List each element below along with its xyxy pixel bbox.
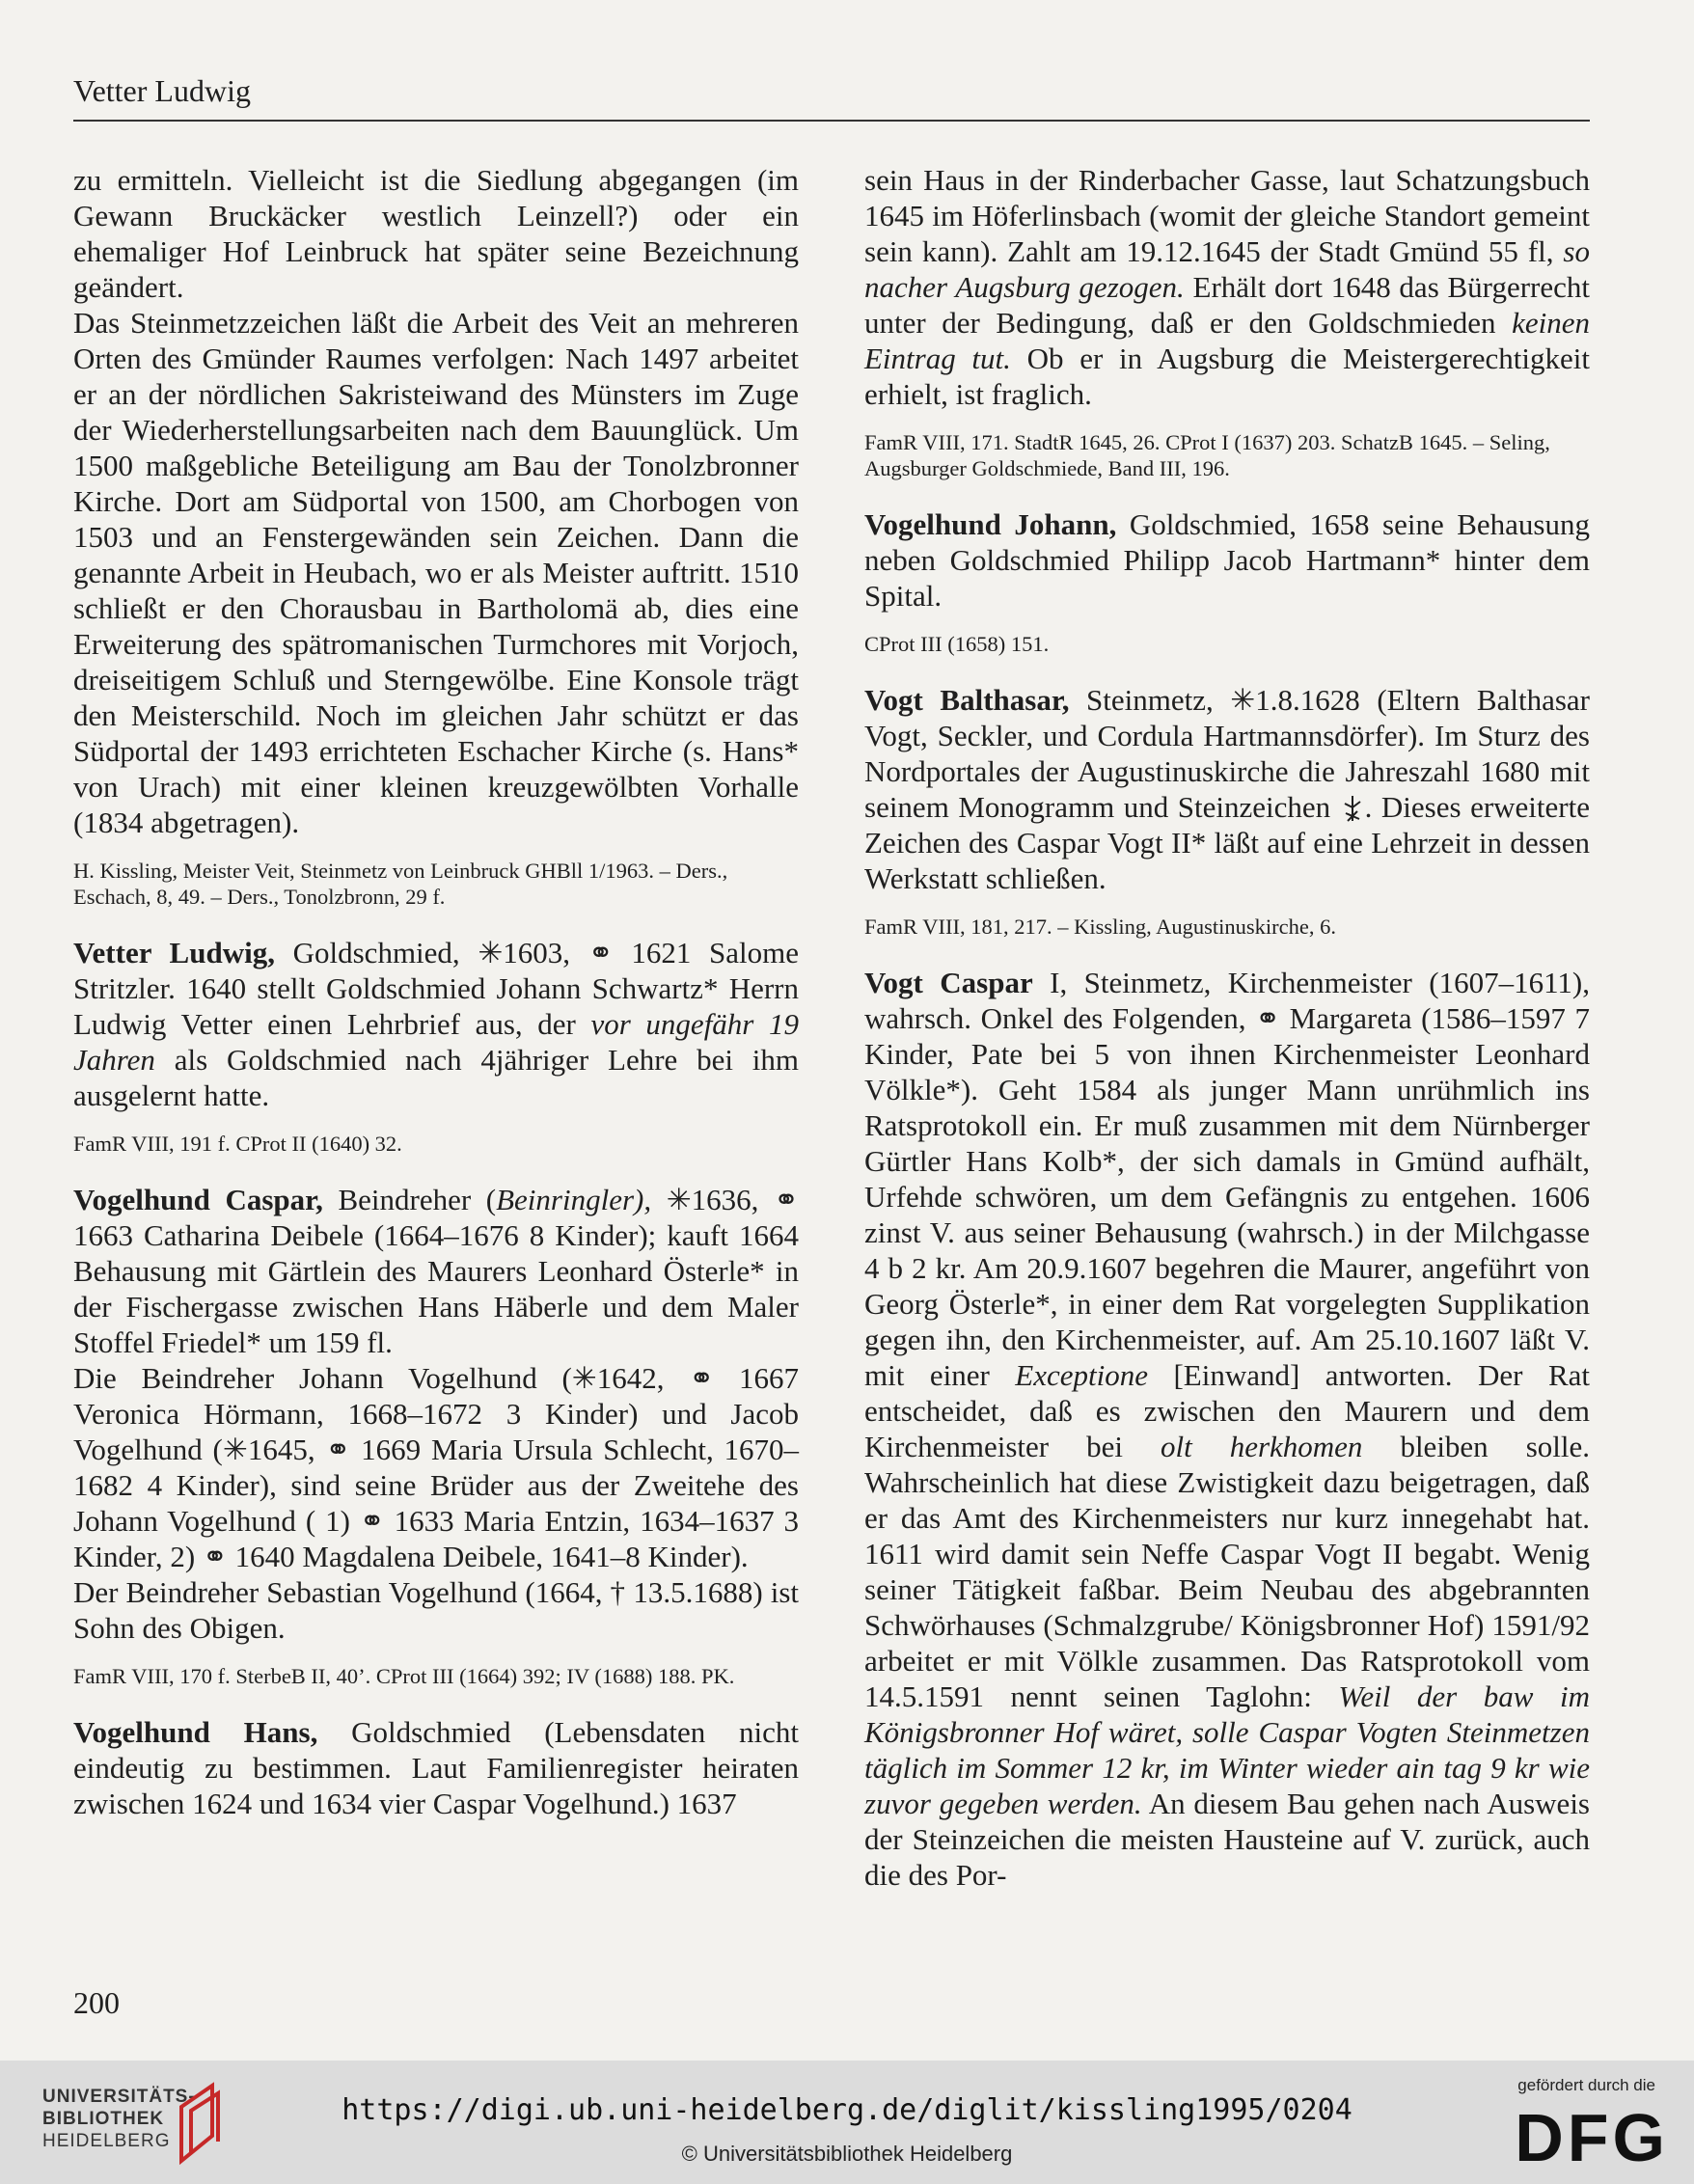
entry-vogelhund-hans: Vogelhund Hans, Goldschmied (Lebensdaten nicht eindeutig zu bestimmen. Laut Familienregister heiraten zwischen 1624 und 1634 vier Caspar Vogelhund.) 1637 — [73, 1715, 799, 1820]
entry-headword: Vogt Balthasar, — [864, 683, 1070, 717]
paragraph: sein Haus in der Rinderbacher Gasse, laut Schatzungsbuch 1645 im Höferlinsbach (womit der gleiche Standort gemeint sein kann). Zahlt am 19.12.1645 der Stadt Gmünd 55 fl, so nacher Augsburg gezogen. Erhält dort 1648 das Bürgerrecht unter der Bedingung, daß er den Goldschmieden keinen Eintrag tut. Ob er in Augsburg die Meistergerechtigkeit erhielt, ist fraglich. — [864, 163, 1591, 411]
source-note: H. Kissling, Meister Veit, Steinmetz von Leinbruck GHBll 1/1963. – Ders., Eschach, 8, 49. – Ders., Tonolzbronn, 29 f. — [73, 859, 728, 909]
source-note: FamR VIII, 181, 217. – Kissling, Augustinuskirche, 6. — [864, 915, 1336, 939]
copyright-notice: © Universitätsbibliothek Heidelberg — [681, 2142, 1013, 2166]
entry-headword: Vogelhund Johann, — [864, 507, 1117, 541]
header-rule — [73, 120, 1590, 122]
entry-headword: Vogelhund Hans, — [73, 1715, 318, 1749]
entry-headword: Vetter Ludwig, — [73, 936, 275, 969]
paragraph: Der Beindreher Sebastian Vogelhund (1664, † 13.5.1688) ist Sohn des Obigen. — [73, 1575, 799, 1645]
running-head: Vetter Ludwig — [73, 73, 251, 108]
paragraph: Die Beindreher Johann Vogelhund (✳1642, ⚭ 1667 Veronica Hörmann, 1668–1672 3 Kinder) und Jacob Vogelhund (✳1645, ⚭ 1669 Maria Ursula Schlecht, 1670–1682 4 Kinder), sind seine Brüder aus der Zweitehe des Johann Vogelhund ( 1) ⚭ 1633 Maria Entzin, 1634–1637 3 Kinder, 2) ⚭ 1640 Magdalena Deibele, 1641–8 Kinder). — [73, 1361, 799, 1573]
entry-vogt-caspar: Vogt Caspar I, Steinmetz, Kirchenmeister (1607–1611), wahrsch. Onkel des Folgenden, ⚭ Margareta (1586–1597 7 Kinder, Pate bei 5 von ihnen Kirchenmeister Leonhard Völkle*). Geht 1584 als junger Mann unrühmlich ins Ratsprotokoll ein. Er muß zusammen mit dem Nürnberger Gürtler Hans Kolb*, der sich damals in Gmünd aufhält, Urfehde schwören, um dem Gefängnis zu entgehen. 1606 zinst V. aus seiner Behausung (wahrsch.) in der Milchgasse 4 b 2 kr. Am 20.9.1607 begehren die Maurer, angeführt von Georg Österle*, in einer dem Rat vorgelegten Supplikation gegen ihn, den Kirchenmeister, auf. Am 25.10.1607 läßt V. mit einer Exceptione [Einwand] antworten. Der Rat entscheidet, daß es zwischen den Maurern und dem Kirchenmeister bei olt herkhomen bleiben solle. Wahrscheinlich hat diese Zwistigkeit dazu beigetragen, daß er das Amt des Kirchenmeisters nur kurz innegehabt hat. 1611 wird damit sein Neffe Caspar Vogt II begabt. Wenig seiner Tätigkeit faßbar. Beim Neubau des abgebrannten Schwörhauses (Schmalzgrube/ Königsbronner Hof) 1591/92 arbeitet er mit Völkle zusammen. Das Ratsprotokoll vom 14.5.1591 nennt seinen Taglohn: Weil der baw im Königsbronner Hof wäret, solle Caspar Vogten Steinmetzen täglich im Sommer 12 kr, im Winter wieder ain tag 9 kr wie zuvor gegeben werden. An diesem Bau gehen nach Ausweis der Steinzeichen die meisten Hausteine auf V. zurück, auch die des Por- — [864, 966, 1590, 1892]
entry-vogelhund-johann: Vogelhund Johann, Goldschmied, 1658 seine Behausung neben Goldschmied Philipp Jacob Hartmann* hinter dem Spital. — [864, 507, 1590, 613]
source-note: FamR VIII, 170 f. SterbeB II, 40’. CProt III (1664) 392; IV (1688) 188. PK. — [73, 1664, 735, 1688]
permalink-url[interactable]: https://digi.ub.uni-heidelberg.de/diglit/kissling1995/0204 — [342, 2093, 1352, 2127]
entry-headword: Vogt Caspar — [864, 966, 1033, 999]
source-note: FamR VIII, 191 f. CProt II (1640) 32. — [73, 1132, 402, 1156]
ub-logo[interactable]: UNIVERSITÄTS- BIBLIOTHEK HEIDELBERG — [42, 2087, 196, 2151]
entry-vogt-balthasar: Vogt Balthasar, Steinmetz, ✳1.8.1628 (Eltern Balthasar Vogt, Seckler, und Cordula Hartmannsdörfer). Im Sturz des Nordportales der Augustinuskirche die Jahreszahl 1680 mit seinem Monogramm und Steinzeichen . Dieses erweiterte Zeichen des Caspar Vogt II* läßt auf eine Lehrzeit in dessen Werkstatt schließen. — [864, 683, 1590, 895]
page-number: 200 — [73, 1985, 120, 2020]
dfg-logo[interactable]: DFG — [1515, 2100, 1669, 2175]
source-note: CProt III (1658) 151. — [864, 632, 1050, 656]
left-column — [73, 162, 799, 1821]
right-column — [864, 162, 1590, 1893]
paragraph: Das Steinmetzzeichen läßt die Arbeit des Veit an mehreren Orten des Gmünder Raumes verfolgen: Nach 1497 arbeitet er an der nördlichen Sakristeiwand des Münsters im Zuge der Wiederherstellungsarbeiten nach dem Bauunglück. Um 1500 maßgebliche Beteiligung am Bau der Tonolzbronner Kirche. Dort am Südportal von 1500, am Chorbogen von 1503 und an Fenstergewänden sein Zeichen. Dann die genannte Arbeit in Heubach, wo er als Meister auftritt. 1510 schließt er den Chorausbau in Bartholomä ab, dies eine Erweiterung des spätromanischen Turmchores mit Vorjoch, dreiseitigem Schluß und Sterngewölbe. Eine Konsole trägt den Meisterschild. Noch im gleichen Jahr schützt er das Südportal der 1493 errichteten Eschacher Kirche (s. Hans* von Urach) mit einer kleinen kreuzgewölbten Vorhalle (1834 abgetragen). — [73, 306, 799, 839]
dfg-label: gefördert durch die — [1517, 2076, 1655, 2094]
entry-vogelhund-caspar: Vogelhund Caspar, Beindreher (Beinringler), ✳1636, ⚭ 1663 Catharina Deibele (1664–1676 8 Kinder); kauft 1664 Behausung mit Gärtlein des Maurers Leonhard Österle* in der Fischergasse zwischen Hans Häberle und dem Maler Stoffel Friedel* um 159 fl. — [73, 1183, 799, 1359]
source-note: FamR VIII, 171. StadtR 1645, 26. CProt I (1637) 203. SchatzB 1645. – Seling, Augsburger Goldschmiede, Band III, 196. — [864, 430, 1550, 480]
paragraph: zu ermitteln. Vielleicht ist die Siedlung abgegangen (im Gewann Bruckäcker westlich Leinzell?) oder ein ehemaliger Hof Leinbruck hat später seine Bezeichnung geändert. — [73, 163, 799, 304]
footer-bar — [0, 2061, 1694, 2184]
entry-headword: Vogelhund Caspar, — [73, 1183, 323, 1216]
mason-mark-icon — [1340, 794, 1365, 823]
entry-vetter-ludwig: Vetter Ludwig, Goldschmied, ✳1603, ⚭ 1621 Salome Stritzler. 1640 stellt Goldschmied Johann Schwartz* Herrn Ludwig Vetter einen Lehrbrief aus, der vor ungefähr 19 Jahren als Goldschmied nach 4jähriger Lehre bei ihm ausgelernt hatte. — [73, 936, 799, 1112]
